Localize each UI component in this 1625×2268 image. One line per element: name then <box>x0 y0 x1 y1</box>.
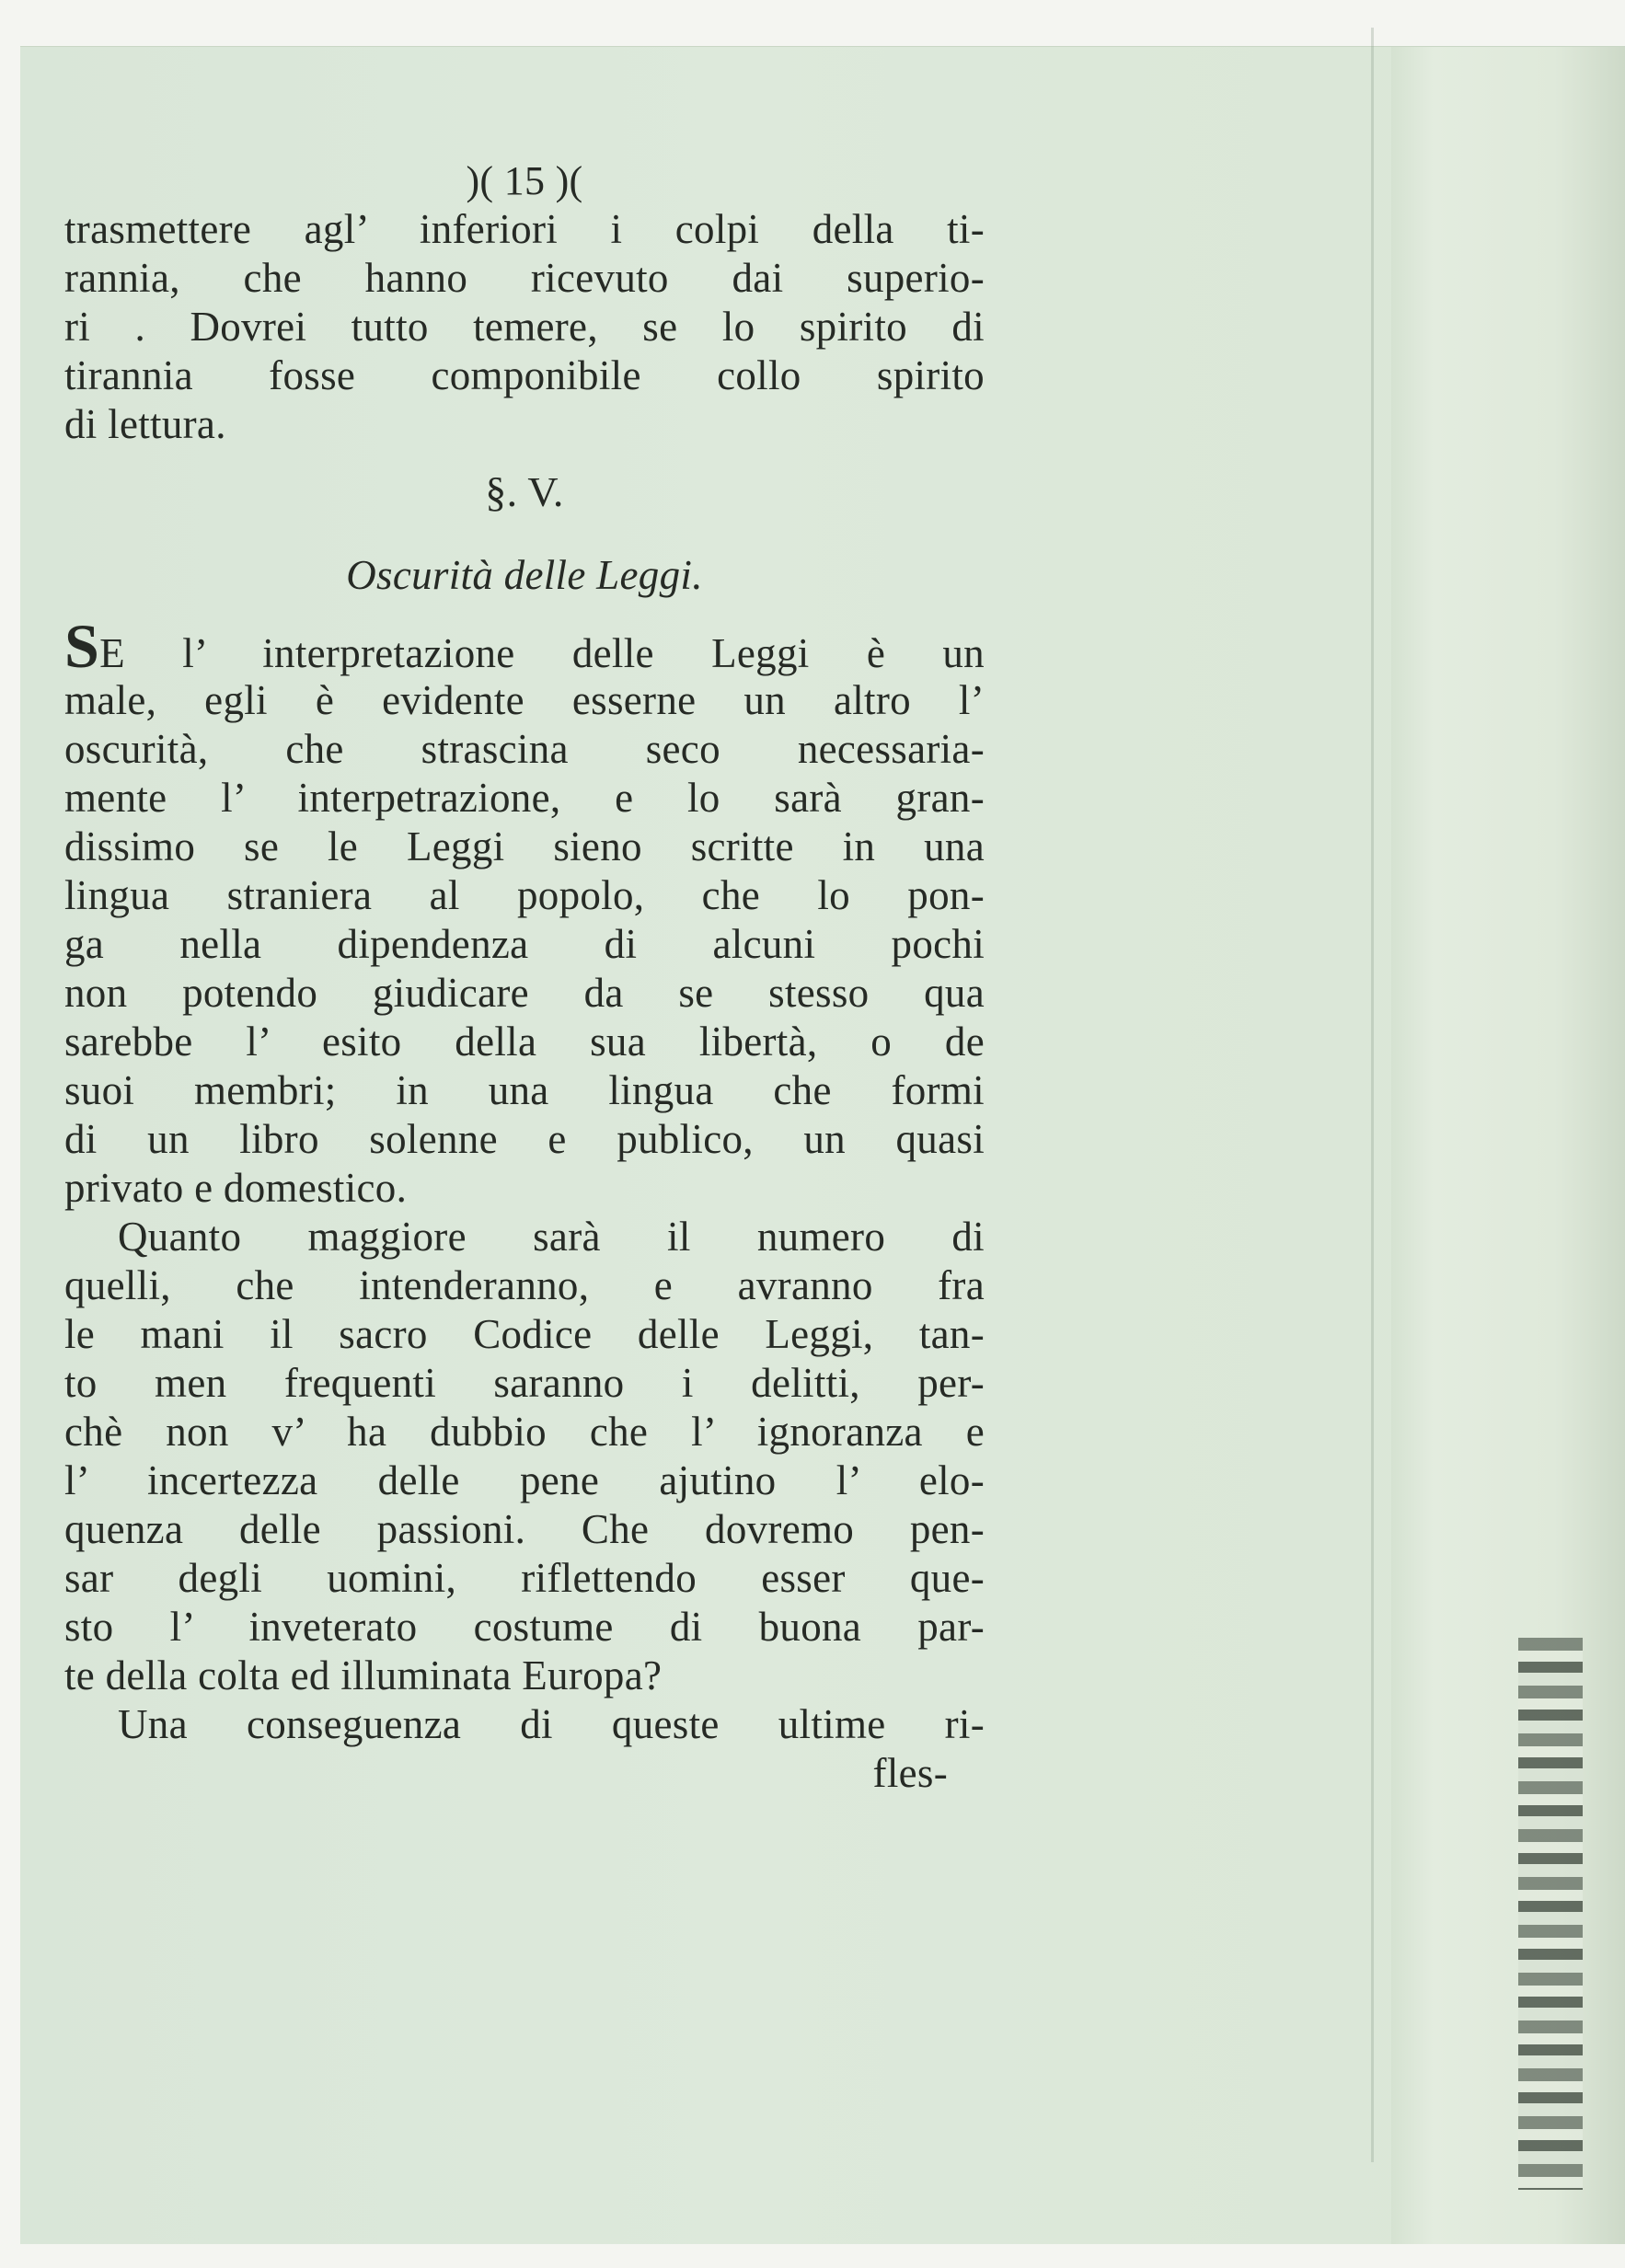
text-line: quenza delle passioni. Che dovremo pen- <box>64 1506 985 1552</box>
opening-passage <box>64 205 985 449</box>
text-line: male, egli è evidente esserne un altro l’ <box>64 677 985 723</box>
page-fold-line <box>1371 28 1374 2162</box>
text-line: di lettura. <box>64 401 226 447</box>
text-line: di un libro solenne e publico, un quasi <box>64 1116 985 1162</box>
paragraph-3 <box>64 1700 985 1749</box>
text-line: Quanto maggiore sarà il numero di <box>118 1214 985 1260</box>
text-line: Una conseguenza di queste ultime ri- <box>118 1701 985 1747</box>
text-line: l’ incertezza delle pene ajutino l’ elo- <box>64 1457 985 1503</box>
page-fold-shadow <box>1391 47 1625 2244</box>
text-line: le mani il sacro Codice delle Leggi, tan- <box>64 1311 985 1357</box>
text-line: privato e domestico. <box>64 1165 408 1211</box>
section-title: Oscurità delle Leggi. <box>346 552 703 598</box>
drop-cap: S <box>64 611 100 681</box>
text-line: to men frequenti saranno i delitti, per- <box>64 1360 985 1406</box>
page-edge-damage <box>1518 1638 1583 2190</box>
section-number: §. V. <box>485 468 564 515</box>
paragraph-1 <box>64 611 985 1213</box>
page-number: )( 15 )( <box>466 158 583 203</box>
text-line: sto l’ inveterato costume di buona par- <box>64 1604 985 1650</box>
text-line: rannia, che hanno ricevuto dai superio- <box>64 255 985 301</box>
text-line: suoi membri; in una lingua che formi <box>64 1067 985 1113</box>
text-line: chè non v’ ha dubbio che l’ ignoranza e <box>64 1409 985 1455</box>
text-line: tirannia fosse componibile collo spirito <box>64 352 985 398</box>
paragraph-2 <box>64 1213 985 1700</box>
text-line: non potendo giudicare da se stesso qua <box>64 970 985 1016</box>
text-line: oscurità, che strascina seco necessaria- <box>64 726 985 772</box>
text-line: sar degli uomini, riflettendo esser que- <box>64 1555 985 1601</box>
page-text-block <box>64 156 985 1798</box>
text-line: ri . Dovrei tutto temere, se lo spirito di <box>64 304 985 350</box>
catchword: fles- <box>872 1750 948 1796</box>
text-line: dissimo se le Leggi sieno scritte in una <box>64 823 985 869</box>
text-line: quelli, che intenderanno, e avranno fra <box>64 1262 985 1308</box>
text-line: ga nella dipendenza di alcuni pochi <box>64 921 985 967</box>
text-line: te della colta ed illuminata Europa? <box>64 1652 663 1698</box>
text-line-first <box>64 611 985 681</box>
text-line: lingua straniera al popolo, che lo pon- <box>64 872 985 918</box>
text-line: trasmettere agl’ inferiori i colpi della ti- <box>64 206 985 252</box>
text-line: sarebbe l’ esito della sua libertà, o de <box>64 1019 985 1065</box>
first-line-rest: E l’ interpretazione delle Leggi è un <box>99 630 985 676</box>
text-line: mente l’ interpetrazione, e lo sarà gran- <box>64 775 985 821</box>
